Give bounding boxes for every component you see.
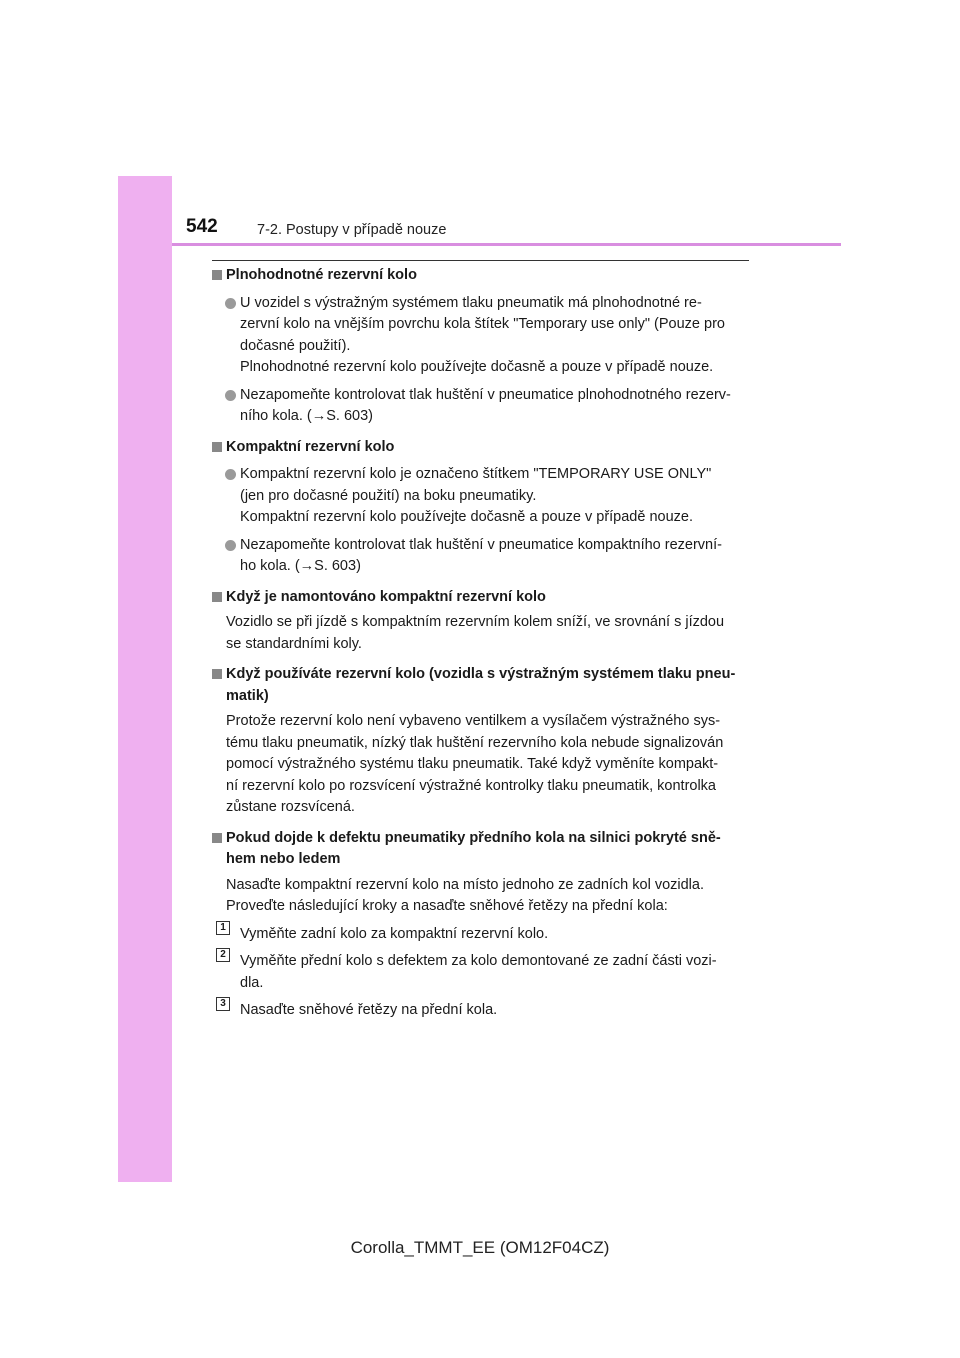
step-item: 3 Nasaďte sněhové řetězy na přední kola. [212, 1000, 749, 1022]
paragraph: Protože rezervní kolo není vybaveno ventilkem a vysílačem výstražného sys- tému tlaku pneumatik, nízký tlak huštění rezervního kola nebude signalizován pomocí výstražného systému tlaku pneumatik. Také když vyměníte kompakt- ní rezervní kolo po rozsvícení výstražné kontrolky tlaku pneumatik, kontrolka zůstane rozsvícená. [226, 713, 724, 815]
section-title: 7-2. Postupy v případě nouze [257, 222, 447, 238]
circle-bullet-icon [225, 540, 236, 551]
square-bullet-icon [212, 270, 222, 280]
square-bullet-icon [212, 442, 222, 452]
step-item: 1 Vyměňte zadní kolo za kompaktní rezervní kolo. [212, 924, 749, 946]
bullet-item: U vozidel s výstražným systémem tlaku pneumatik má plnohodnotné re- zervní kolo na vnějším povrchu kola štítek "Temporary use only" (Pouze pro dočasné použití). Plnohodnotné rezervní kolo používejte dočasně a pouze v případě nouze. [212, 293, 749, 379]
section-heading: Když je namontováno kompaktní rezervní kolo [212, 587, 749, 609]
bullet-item: Kompaktní rezervní kolo je označeno štítkem "TEMPORARY USE ONLY" (jen pro dočasné použití) na boku pneumatiky. Kompaktní rezervní kolo používejte dočasně a pouze v případě nouze. [212, 464, 749, 529]
step-item: 2 Vyměňte přední kolo s defektem za kolo demontované ze zadní části vozi- dla. [212, 951, 749, 994]
section-heading: Když používáte rezervní kolo (vozidla s výstražným systémem tlaku pneu- matik) [212, 664, 749, 707]
circle-bullet-icon [225, 469, 236, 480]
content-rule [212, 260, 749, 261]
bullet-item: Nezapomeňte kontrolovat tlak huštění v pneumatice kompaktního rezervní- ho kola. (→S. 603) [212, 535, 749, 578]
square-bullet-icon [212, 592, 222, 602]
paragraph: Vozidlo se při jízdě s kompaktním rezervním kolem sníží, ve srovnání s jízdou se standardními koly. [226, 614, 725, 652]
square-bullet-icon [212, 669, 222, 679]
circle-bullet-icon [225, 298, 236, 309]
section-heading: Pokud dojde k defektu pneumatiky předního kola na silnici pokryté sně- hem nebo ledem [212, 828, 749, 871]
step-number: 3 [216, 997, 230, 1011]
square-bullet-icon [212, 833, 222, 843]
page-number: 542 [186, 216, 218, 237]
header-rule [172, 243, 841, 246]
sidebar-tab [118, 176, 172, 1182]
step-number: 2 [216, 948, 230, 962]
circle-bullet-icon [225, 390, 236, 401]
step-number: 1 [216, 921, 230, 935]
bullet-item: Nezapomeňte kontrolovat tlak huštění v pneumatice plnohodnotného rezerv- ního kola. (→S. 603) [212, 385, 749, 428]
section-heading: Plnohodnotné rezervní kolo [212, 265, 749, 287]
content [212, 265, 749, 1022]
footer-document-code: Corolla_TMMT_EE (OM12F04CZ) [350, 1238, 610, 1257]
section-heading: Kompaktní rezervní kolo [212, 437, 749, 459]
paragraph: Nasaďte kompaktní rezervní kolo na místo jednoho ze zadních kol vozidla. Proveďte následující kroky a nasaďte sněhové řetězy na přední kola: [226, 876, 704, 914]
